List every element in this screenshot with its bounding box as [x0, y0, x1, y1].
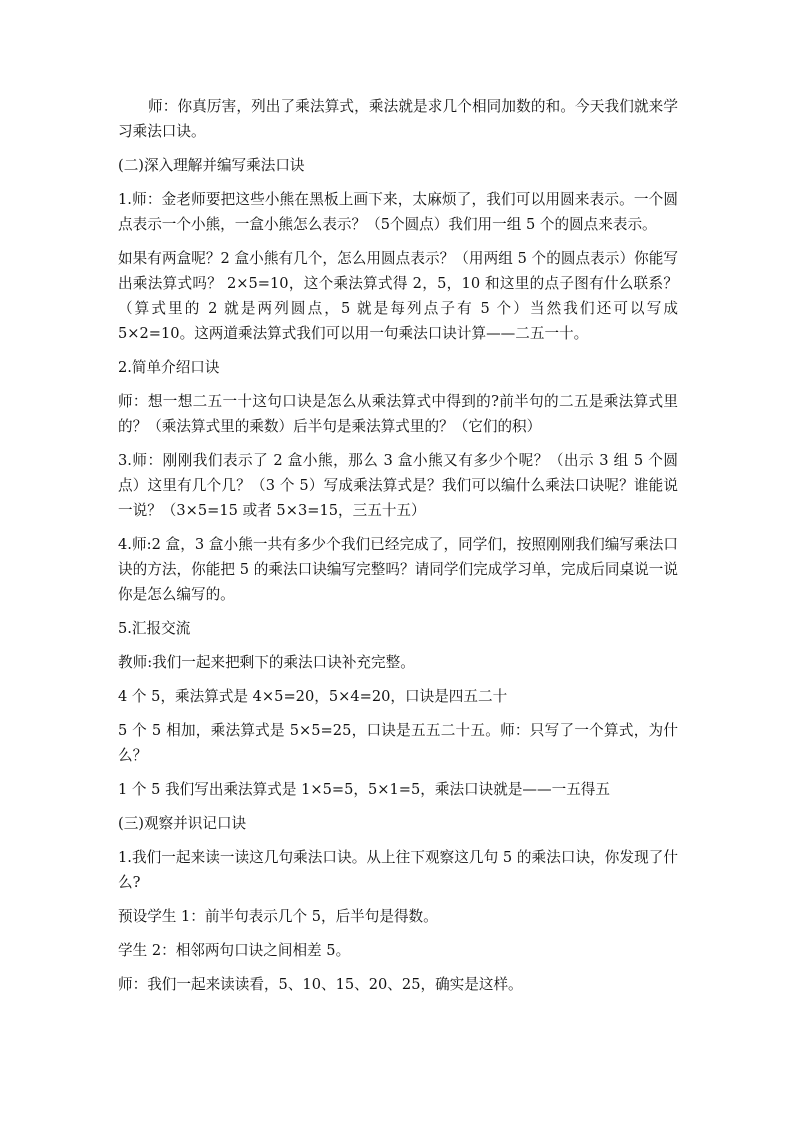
paragraph-one-five: 1 个 5 我们写出乘法算式是 1×5=5，5×1=5，乘法口诀就是——一五得五	[118, 781, 610, 798]
subheading-step-5: 5.汇报交流	[118, 620, 191, 637]
section-heading-3: (三)观察并识记口诀	[118, 815, 247, 832]
paragraph-student-2: 学生 2：相邻两句口诀之间相差 5。	[118, 942, 351, 959]
section-heading-2: (二)深入理解并编写乘法口诀	[118, 157, 305, 174]
paragraph-step-2: 师：想一想二五一十这句口诀是怎么从乘法算式中得到的?前半句的二五是乘法算式里的？（乘法算式里的乘数）后半句是乘法算式里的？（它们的积）	[118, 393, 678, 435]
paragraph-observe: 1.我们一起来读一读这几句乘法口诀。从上往下观察这几句 5 的乘法口诀，你发现了什么?	[118, 849, 678, 891]
paragraph-two-boxes: 如果有两盒呢？2 盒小熊有几个，怎么用圆点表示？（用两组 5 个的圆点表示）你能写出乘法算式吗？ 2×5=10，这个乘法算式得 2，5，10 和这里的点子图有什么联系？（算式里的 2 就是两列圆点，5 就是每列点子有 5 个）当然我们还可以写成 5×2=10。这两道乘法算式我们可以用一句乘法口诀计算——二五一十。	[118, 250, 678, 342]
paragraph-five-fives: 5 个 5 相加，乘法算式是 5×5=25，口诀是五五二十五。师：只写了一个算式，为什么？	[118, 722, 678, 764]
paragraph-read-together: 师：我们一起来读读看，5、10、15、20、25，确实是这样。	[118, 976, 523, 993]
document-body	[118, 94, 678, 1006]
paragraph-student-1: 预设学生 1：前半句表示几个 5，后半句是得数。	[118, 908, 438, 925]
paragraph-step-3: 3.师：刚刚我们表示了 2 盒小熊，那么 3 盒小熊又有多少个呢？（出示 3 组 5 个圆点）这里有几个几？（3 个 5）写成乘法算式是？我们可以编什么乘法口诀呢？谁能说一说？（3×5=15 或者 5×3=15，三五十五）	[118, 452, 678, 519]
paragraph-step-1: 1.师：金老师要把这些小熊在黑板上画下来，太麻烦了，我们可以用圆来表示。一个圆点表示一个小熊，一盒小熊怎么表示？（5个圆点）我们用一组 5 个的圆点来表示。	[118, 191, 678, 233]
paragraph-teacher: 教师:我们一起来把剩下的乘法口诀补充完整。	[118, 654, 415, 671]
paragraph-step-4: 4.师:2 盒，3 盒小熊一共有多少个我们已经完成了，同学们，按照刚刚我们编写乘法口诀的方法，你能把 5 的乘法口诀编写完整吗？请同学们完成学习单，完成后同桌说一说你是怎么编写的。	[118, 536, 678, 603]
paragraph-intro: 师：你真厉害，列出了乘法算式，乘法就是求几个相同加数的和。今天我们就来学习乘法口诀。	[118, 98, 678, 140]
subheading-step-2: 2.简单介绍口诀	[118, 359, 220, 376]
paragraph-four-fives: 4 个 5，乘法算式是 4×5=20，5×4=20，口诀是四五二十	[118, 688, 508, 705]
